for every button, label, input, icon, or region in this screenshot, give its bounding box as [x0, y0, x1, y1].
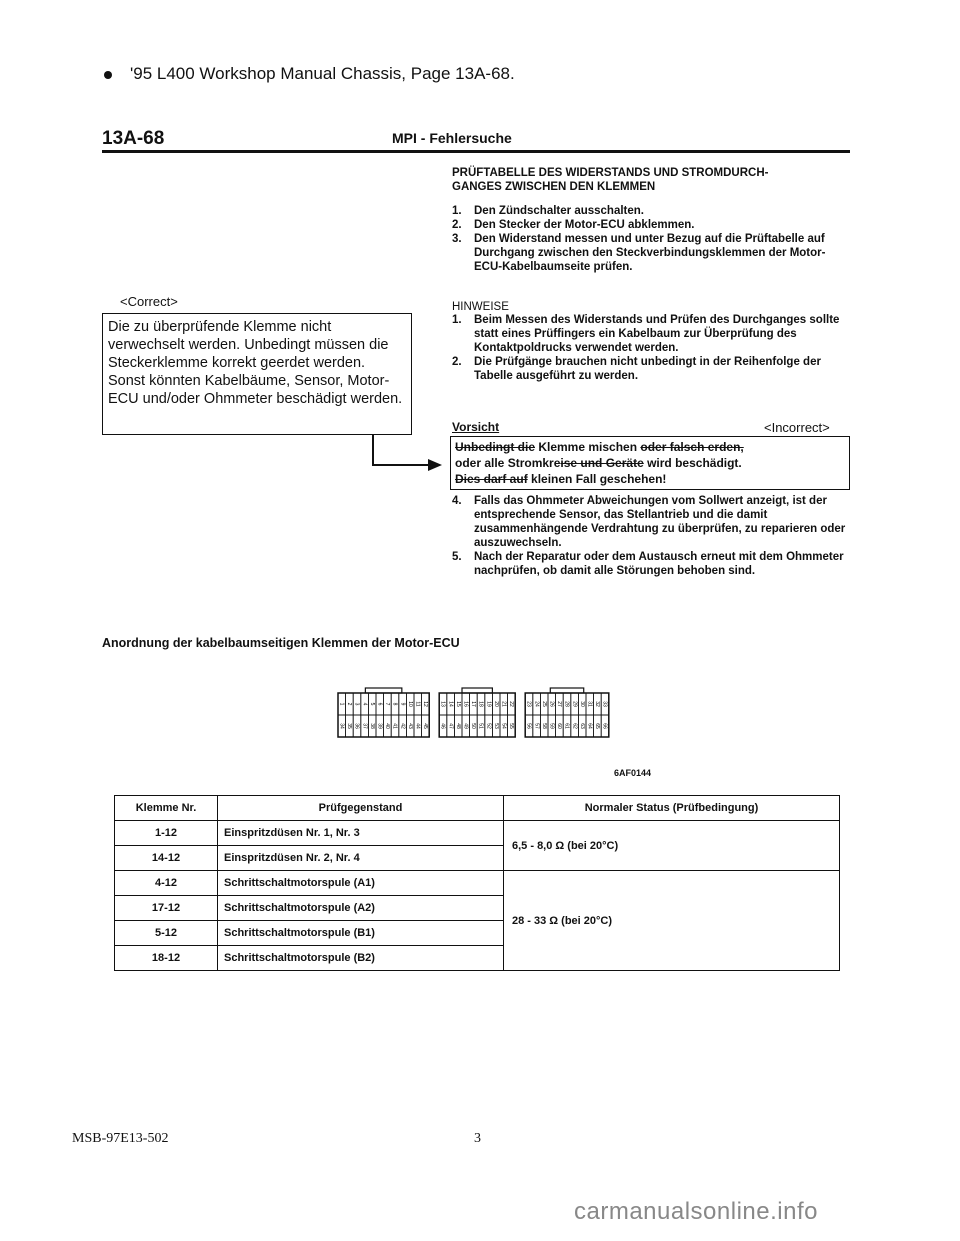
- check-table-title-line1: PRÜFTABELLE DES WIDERSTANDS UND STROMDURCH-: [452, 167, 769, 179]
- table-row: [115, 871, 840, 896]
- step-item: [452, 550, 852, 578]
- cell-item: Schrittschaltmotorspule (B1): [218, 921, 504, 946]
- caution-line: [455, 439, 845, 455]
- connector-pin-label: 1: [338, 702, 345, 706]
- connector-pin-label: 37: [361, 723, 368, 729]
- connector-pin-label: 29: [571, 701, 578, 707]
- connector-pin-label: 48: [454, 723, 461, 729]
- connector-pin-label: 63: [578, 723, 585, 729]
- connector-pin-label: 6: [376, 702, 383, 706]
- steps-list-a: [452, 204, 852, 274]
- connector-pin-label: 14: [447, 701, 454, 707]
- hinweise-label: HINWEISE: [452, 301, 509, 313]
- connector-pins: [338, 688, 609, 737]
- connector-pin-label: 20: [492, 701, 499, 707]
- step-number: 2.: [452, 219, 462, 231]
- caution-text: oder alle Stromkre: [455, 456, 561, 470]
- connector-pin-label: 19: [485, 701, 492, 707]
- connector-pin-label: 23: [525, 701, 532, 707]
- connector-pin-label: 2: [346, 702, 353, 706]
- header-klemme: Klemme Nr.: [115, 796, 218, 821]
- caution-text: Klemme mischen: [535, 440, 641, 454]
- connector-pin-label: 43: [406, 723, 413, 729]
- connector-pin-label: 33: [601, 701, 608, 707]
- connector-pin-label: 62: [571, 723, 578, 729]
- caution-text: Unbedingt die: [455, 440, 535, 454]
- connector-pin-label: 7: [384, 702, 391, 706]
- connector-pin-label: 10: [406, 701, 413, 707]
- step-text: Den Widerstand messen und unter Bezug auf die Prüftabelle auf Durchgang zwischen den Steckverbindungsklemmen der Motor-ECU-Kabelbaumseite prüfen.: [474, 233, 826, 273]
- connector-pin-label: 66: [601, 723, 608, 729]
- connector-pin-label: 56: [525, 723, 532, 729]
- connector-pin-label: 11: [414, 701, 421, 707]
- cell-klemme: 17-12: [115, 896, 218, 921]
- connector-pin-label: 17: [470, 701, 477, 707]
- connector-pin-label: 35: [346, 723, 353, 729]
- callout-line: [372, 464, 430, 466]
- caution-text: kleinen Fall geschehen!: [527, 472, 667, 486]
- step-text: Falls das Ohmmeter Abweichungen vom Sollwert anzeigt, ist der entsprechende Sensor, das Stellantrieb und die damit zusammenhängende Verdrahtung zu überprüfen, zu reparieren oder auszuwechseln.: [474, 495, 846, 549]
- connector-pin-label: 42: [399, 723, 406, 729]
- step-number: 5.: [452, 551, 462, 563]
- connector-pin-label: 59: [548, 723, 555, 729]
- connector-pin-label: 26: [548, 701, 555, 707]
- connector-pin-label: 12: [422, 701, 429, 707]
- note-text: Die Prüfgänge brauchen nicht unbedingt in der Reihenfolge der Tabelle ausgeführt zu werden.: [474, 356, 821, 382]
- connector-pin-label: 45: [422, 723, 429, 729]
- cell-klemme: 1-12: [115, 821, 218, 846]
- connector-pin-label: 53: [492, 723, 499, 729]
- cell-status: 6,5 - 8,0 Ω (bei 20°C): [504, 821, 840, 871]
- connector-pin-label: 54: [500, 723, 507, 729]
- connector-pin-label: 24: [533, 701, 540, 707]
- cell-item: Schrittschaltmotorspule (A2): [218, 896, 504, 921]
- document-code: MSB-97E13-502: [72, 1131, 169, 1146]
- caution-text: oder falsch erden,: [640, 440, 744, 454]
- connector-pin-label: 44: [414, 723, 421, 729]
- page-number: 13A-68: [102, 128, 165, 149]
- correct-box: Die zu überprüfende Klemme nicht verwechselt werden. Unbedingt müssen die Steckerklemme korrekt geerdet werden. Sonst könnten Kabelbäume, Sensor, Motor-ECU und/oder Ohmmeter beschädigt werden.: [102, 313, 412, 435]
- connector-pin-label: 41: [391, 723, 398, 729]
- callout-line: [372, 435, 374, 465]
- caution-text: wird beschädigt.: [643, 456, 742, 470]
- correct-label: <Correct>: [120, 294, 178, 309]
- connector-pin-label: 50: [470, 723, 477, 729]
- connector-pin-label: 38: [368, 723, 375, 729]
- connector-pin-label: 8: [391, 702, 398, 706]
- note-number: 2.: [452, 356, 462, 368]
- cell-item: Schrittschaltmotorspule (B2): [218, 946, 504, 971]
- connector-pin-label: 32: [594, 701, 601, 707]
- step-item: [452, 232, 852, 274]
- notes-list: [452, 313, 852, 383]
- step-number: 4.: [452, 495, 462, 507]
- caution-text: Dies darf auf: [455, 472, 528, 486]
- step-text: Den Zündschalter ausschalten.: [474, 205, 644, 217]
- connector-pin-label: 13: [439, 701, 446, 707]
- check-table-title-line2: GANGES ZWISCHEN DEN KLEMMEN: [452, 181, 656, 193]
- note-item: [452, 313, 852, 355]
- connector-pin-label: 27: [556, 701, 563, 707]
- caution-box: [450, 436, 850, 490]
- watermark[interactable]: carmanualsonline.info: [574, 1198, 818, 1225]
- connector-pin-label: 55: [508, 723, 515, 729]
- figure-code: 6AF0144: [614, 768, 652, 778]
- connector-pin-label: 22: [508, 701, 515, 707]
- note-text: Beim Messen des Widerstands und Prüfen des Durchganges sollte statt eines Prüffingers ein Kabelbaum zur Überprüfung des Kontaktpoldrucks verwendet werden.: [474, 314, 840, 354]
- cell-item: Einspritzdüsen Nr. 1, Nr. 3: [218, 821, 504, 846]
- connector-pin-label: 4: [361, 702, 368, 706]
- ecu-connector-diagram: [336, 685, 616, 745]
- check-table: [114, 795, 840, 971]
- connector-pin-label: 18: [477, 701, 484, 707]
- connector-pin-label: 47: [447, 723, 454, 729]
- connector-pin-label: 15: [454, 701, 461, 707]
- connector-pin-label: 25: [540, 701, 547, 707]
- manual-reference-line: [104, 64, 515, 84]
- table-header-row: [115, 796, 840, 821]
- cell-klemme: 5-12: [115, 921, 218, 946]
- connector-pin-label: 58: [540, 723, 547, 729]
- header-status: Normaler Status (Prüfbedingung): [504, 796, 840, 821]
- connector-pin-label: 28: [563, 701, 570, 707]
- connector-pin-label: 39: [376, 723, 383, 729]
- connector-pin-label: 30: [578, 701, 585, 707]
- header-item: Prüfgegenstand: [218, 796, 504, 821]
- connector-pin-label: 34: [338, 723, 345, 729]
- cell-status: 28 - 33 Ω (bei 20°C): [504, 871, 840, 971]
- connector-pin-label: 57: [533, 723, 540, 729]
- connector-layout-title: Anordnung der kabelbaumseitigen Klemmen der Motor-ECU: [102, 636, 460, 650]
- connector-pin-label: 49: [462, 723, 469, 729]
- caution-line: [455, 455, 845, 471]
- vorsicht-label: Vorsicht: [452, 420, 500, 434]
- connector-pin-label: 65: [594, 723, 601, 729]
- table-row: [115, 821, 840, 846]
- connector-pin-label: 3: [353, 702, 360, 706]
- step-item: [452, 204, 852, 218]
- connector-pin-label: 64: [586, 723, 593, 729]
- caution-line: [455, 471, 845, 487]
- cell-klemme: 14-12: [115, 846, 218, 871]
- check-table-title: [452, 166, 852, 194]
- connector-pin-label: 5: [368, 702, 375, 706]
- bullet-icon: [104, 71, 112, 79]
- step-number: 3.: [452, 233, 462, 245]
- cell-klemme: 18-12: [115, 946, 218, 971]
- connector-pin-label: 36: [353, 723, 360, 729]
- connector-pin-label: 52: [485, 723, 492, 729]
- step-text: Nach der Reparatur oder dem Austausch erneut mit dem Ohmmeter nachprüfen, ob damit alle Störungen behoben sind.: [474, 551, 844, 577]
- note-number: 1.: [452, 314, 462, 326]
- steps-list-b: [452, 494, 852, 578]
- connector-pin-label: 46: [439, 723, 446, 729]
- connector-pin-label: 60: [556, 723, 563, 729]
- step-number: 1.: [452, 205, 462, 217]
- section-title: MPI - Fehlersuche: [392, 130, 512, 146]
- cell-item: Einspritzdüsen Nr. 2, Nr. 4: [218, 846, 504, 871]
- step-text: Den Stecker der Motor-ECU abklemmen.: [474, 219, 695, 231]
- connector-pin-label: 9: [399, 702, 406, 706]
- manual-reference-text: '95 L400 Workshop Manual Chassis, Page 13A-68.: [130, 64, 515, 83]
- step-item: [452, 494, 852, 550]
- step-item: [452, 218, 852, 232]
- footer-page-number: 3: [474, 1131, 481, 1146]
- cell-item: Schrittschaltmotorspule (A1): [218, 871, 504, 896]
- connector-pin-label: 51: [477, 723, 484, 729]
- connector-pin-label: 61: [563, 723, 570, 729]
- caution-text: ise und Geräte: [560, 456, 644, 470]
- connector-pin-label: 31: [586, 701, 593, 707]
- note-item: [452, 355, 852, 383]
- incorrect-label: <Incorrect>: [764, 420, 830, 435]
- connector-pin-label: 16: [462, 701, 469, 707]
- arrow-icon: [428, 459, 442, 471]
- connector-pin-label: 21: [500, 701, 507, 707]
- header-rule: [102, 150, 850, 153]
- connector-pin-label: 40: [384, 723, 391, 729]
- cell-klemme: 4-12: [115, 871, 218, 896]
